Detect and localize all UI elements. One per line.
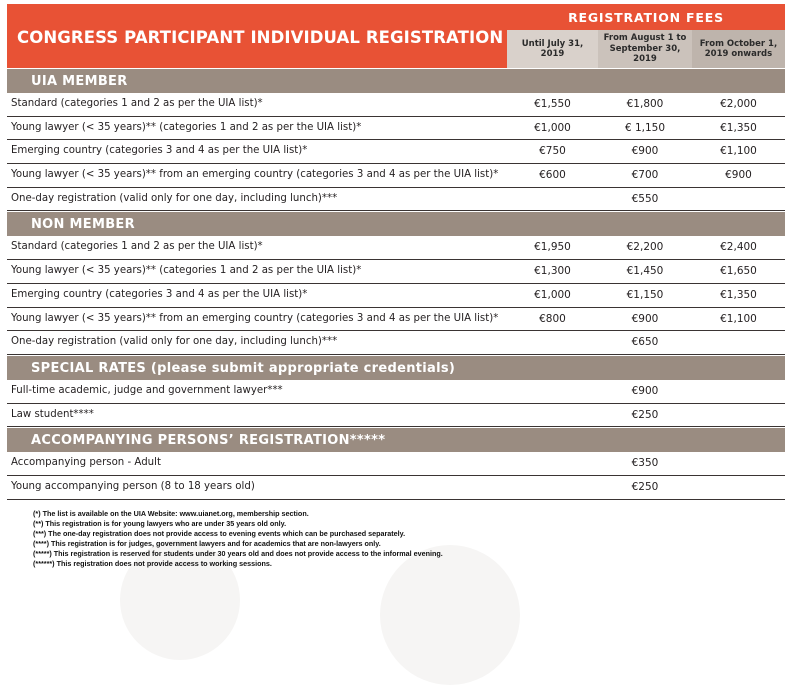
table-row — [7, 236, 785, 260]
fee-cell: €1,800 — [626, 98, 664, 110]
column-header-line: From October 1, — [699, 38, 778, 49]
fee-cell: €600 — [539, 169, 566, 182]
table-row — [7, 452, 785, 476]
footnote: (*) The list is available on the UIA Website: www.uianet.org, membership section. — [33, 509, 309, 518]
fee-cell: €900 — [631, 145, 659, 158]
fee-cell: €1,450 — [626, 265, 664, 278]
row-label: One-day registration (valid only for one day, including lunch)*** — [11, 192, 338, 204]
table-row — [7, 164, 785, 188]
fee-cell: €650 — [631, 336, 659, 349]
fee-cell: €900 — [631, 312, 659, 325]
column-header-october-onwards — [692, 30, 785, 68]
column-header-line: From August 1 to — [603, 33, 687, 44]
section-header-uia-member: UIA MEMBER — [7, 68, 785, 93]
column-header-line: September 30, — [609, 43, 681, 54]
footnote: (***) The one-day registration does not provide access to evening events which can be purchased separately. — [33, 529, 406, 538]
footnotes — [33, 509, 443, 569]
fee-cell: €750 — [539, 145, 566, 158]
table-header — [7, 4, 785, 68]
row-label: Standard (categories 1 and 2 as per the UIA list)* — [11, 241, 263, 253]
footnote: (**) This registration is for young lawyers who are under 35 years old only. — [33, 519, 287, 528]
fee-cell: €350 — [631, 457, 659, 470]
table-row — [7, 380, 785, 404]
table-row — [7, 140, 785, 164]
table-row — [7, 260, 785, 284]
section-header-accompanying-persons-registrat: ACCOMPANYING PERSONS’ REGISTRATION***** — [7, 427, 785, 452]
table-row — [7, 331, 785, 355]
fee-cell: €550 — [631, 192, 659, 205]
fee-cell: €1,100 — [720, 312, 757, 325]
fee-cell: €1,000 — [534, 288, 571, 301]
table-title: CONGRESS PARTICIPANT INDIVIDUAL REGISTRATION — [17, 28, 504, 47]
fee-cell: €2,200 — [626, 241, 664, 254]
footnote: (****) This registration is for judges, government lawyers and for academics that are non-lawyers only. — [33, 539, 381, 548]
column-header-until-july — [507, 30, 598, 68]
fee-cell: €900 — [631, 384, 659, 397]
fee-cell: €1,150 — [626, 288, 664, 301]
fee-cell: €1,550 — [534, 98, 571, 110]
row-label: Law student**** — [11, 408, 94, 420]
row-label: Young lawyer (< 35 years)** from an emerging country (categories 3 and 4 as per the UIA list)* — [11, 169, 499, 181]
column-header-line: 2019 — [633, 54, 657, 65]
fee-cell: €1,350 — [720, 121, 757, 134]
registration-fees-heading: REGISTRATION FEES — [568, 10, 724, 25]
footnote: (*****) This registration is reserved for students under 30 years old and does not provide access to the informal evening. — [33, 549, 443, 558]
table-row — [7, 117, 785, 141]
table-body — [7, 68, 785, 500]
row-label: Standard (categories 1 and 2 as per the UIA list)* — [11, 98, 263, 109]
fee-cell: €1,300 — [534, 265, 571, 278]
fee-cell: € 1,150 — [624, 121, 666, 134]
row-label: Young lawyer (< 35 years)** (categories 1 and 2 as per the UIA list)* — [11, 265, 362, 277]
fee-cell: €1,100 — [720, 145, 757, 158]
fee-cell: €250 — [631, 480, 659, 493]
table-row — [7, 308, 785, 332]
column-header-line: Until July 31, — [521, 38, 584, 49]
table-row — [7, 404, 785, 428]
fee-cell: €900 — [725, 169, 752, 182]
table-row — [7, 284, 785, 308]
fee-cell: €1,650 — [720, 265, 757, 278]
section-header-non-member: NON MEMBER — [7, 211, 785, 236]
section-header-special-rates-please-submit-ap: SPECIAL RATES (please submit appropriate credentials) — [7, 355, 785, 380]
fee-cell: €800 — [539, 312, 566, 325]
fee-cell: €1,950 — [534, 241, 571, 254]
row-label: Full-time academic, judge and government lawyer*** — [11, 384, 283, 396]
row-label: Emerging country (categories 3 and 4 as per the UIA list)* — [11, 145, 308, 157]
table-row — [7, 188, 785, 212]
row-label: Emerging country (categories 3 and 4 as per the UIA list)* — [11, 288, 308, 300]
registration-fees-table — [7, 4, 785, 500]
footnote: (******) This registration does not provide access to working sessions. — [33, 559, 272, 568]
fee-cell: €2,400 — [720, 241, 757, 254]
fee-cell: €250 — [631, 408, 659, 421]
table-row — [7, 93, 785, 117]
row-label: Young lawyer (< 35 years)** (categories 1 and 2 as per the UIA list)* — [11, 121, 362, 133]
fee-cell: €700 — [631, 169, 659, 182]
column-header-line: 2019 — [540, 49, 565, 59]
row-label: One-day registration (valid only for one day, including lunch)*** — [11, 336, 338, 348]
row-label: Accompanying person - Adult — [11, 457, 161, 469]
fee-cell: €1,000 — [534, 121, 571, 134]
fee-cell: €1,350 — [720, 288, 757, 301]
fee-cell: €2,000 — [720, 98, 757, 110]
column-header-line: 2019 onwards — [704, 49, 773, 59]
row-label: Young lawyer (< 35 years)** from an emerging country (categories 3 and 4 as per the UIA list)* — [11, 312, 499, 324]
column-header-august-september — [598, 30, 692, 68]
table-row — [7, 476, 785, 500]
row-label: Young accompanying person (8 to 18 years old) — [11, 480, 255, 492]
